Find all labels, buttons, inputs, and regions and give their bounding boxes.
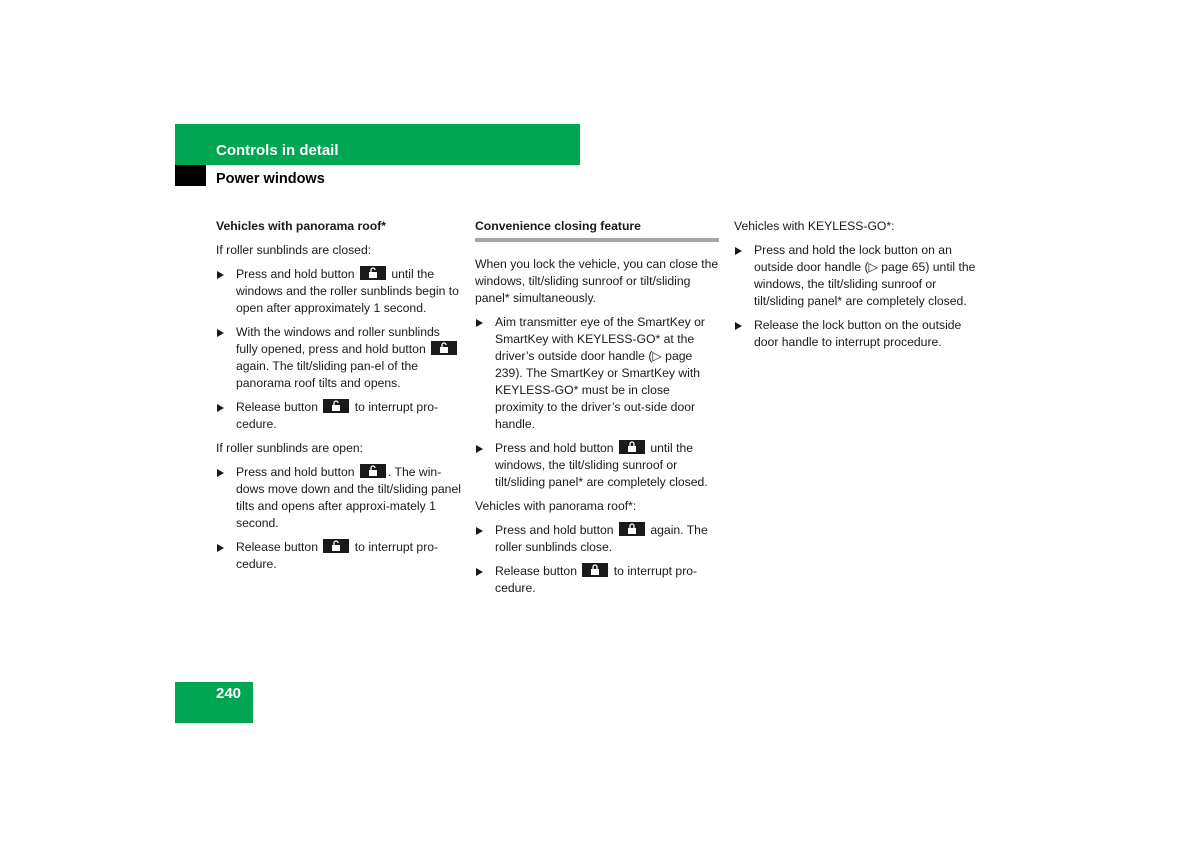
panorama-roof-heading: Vehicles with panorama roof* (216, 219, 386, 233)
header-tab-marker (175, 165, 206, 186)
bullet-triangle-icon (217, 329, 224, 337)
bullet-triangle-icon (735, 247, 742, 255)
unlock-button-icon (323, 399, 349, 413)
bullet-triangle-icon (476, 527, 483, 535)
section-title: Controls in detail (216, 142, 339, 159)
bullet-triangle-icon (476, 319, 483, 327)
column-2 (475, 218, 719, 604)
unlock-button-icon (360, 464, 386, 478)
bullet-triangle-icon (476, 568, 483, 576)
lock-button-icon (582, 563, 608, 577)
keyless-go-intro: Vehicles with KEYLESS-GO*: (734, 219, 895, 233)
list-item: With the windows and roller sunblinds fully opened, press and hold button again. The tilt/sliding pan-el of the panorama roof tilts and opens. (216, 324, 464, 392)
convenience-intro: When you lock the vehicle, you can close the windows, tilt/sliding sunroof or tilt/sliding panel* simultaneously. (475, 257, 719, 305)
subsection-title: Power windows (216, 171, 325, 187)
page-number: 240 (216, 685, 242, 702)
list-item: Aim transmitter eye of the SmartKey or SmartKey with KEYLESS-GO* at the driver’s outside door handle (▷ page 239). The SmartKey or SmartKey with KEYLESS-GO* must be in close proximity to the driver’s out-side door handle. (475, 314, 719, 433)
lock-button-icon (619, 440, 645, 454)
unlock-button-icon (431, 341, 457, 355)
unlock-button-icon (323, 539, 349, 553)
list-item: Release the lock button on the outside door handle to interrupt procedure. (734, 317, 982, 351)
list-item: Release button to interrupt pro-cedure. (216, 399, 464, 433)
intro-closed: If roller sunblinds are closed: (216, 243, 372, 257)
list-item: Release button to interrupt pro-cedure. (216, 539, 464, 573)
bullet-triangle-icon (217, 271, 224, 279)
panorama-intro: Vehicles with panorama roof*: (475, 499, 637, 513)
bullet-triangle-icon (476, 445, 483, 453)
list-item: Press and hold button until the windows, the tilt/sliding sunroof or tilt/sliding panel* are completely closed. (475, 440, 719, 491)
page-number-box (175, 682, 253, 723)
list-item: Press and hold button until the windows and the roller sunblinds begin to open after approximately 1 second. (216, 266, 464, 317)
bullet-triangle-icon (735, 322, 742, 330)
bullet-triangle-icon (217, 404, 224, 412)
column-3 (734, 218, 982, 358)
intro-open: If roller sunblinds are open: (216, 441, 364, 455)
list-item: Release button to interrupt pro-cedure. (475, 563, 719, 597)
column-1 (216, 218, 464, 580)
bullet-triangle-icon (217, 544, 224, 552)
convenience-closing-heading: Convenience closing feature (475, 218, 719, 242)
list-item: Press and hold button . The win-dows move down and the tilt/sliding panel tilts and opens after approxi-mately 1 second. (216, 464, 464, 532)
unlock-button-icon (360, 266, 386, 280)
bullet-triangle-icon (217, 469, 224, 477)
list-item: Press and hold button again. The roller sunblinds close. (475, 522, 719, 556)
list-item: Press and hold the lock button on an outside door handle (▷ page 65) until the windows, the tilt/sliding sunroof or tilt/sliding panel* are completely closed. (734, 242, 982, 310)
lock-button-icon (619, 522, 645, 536)
